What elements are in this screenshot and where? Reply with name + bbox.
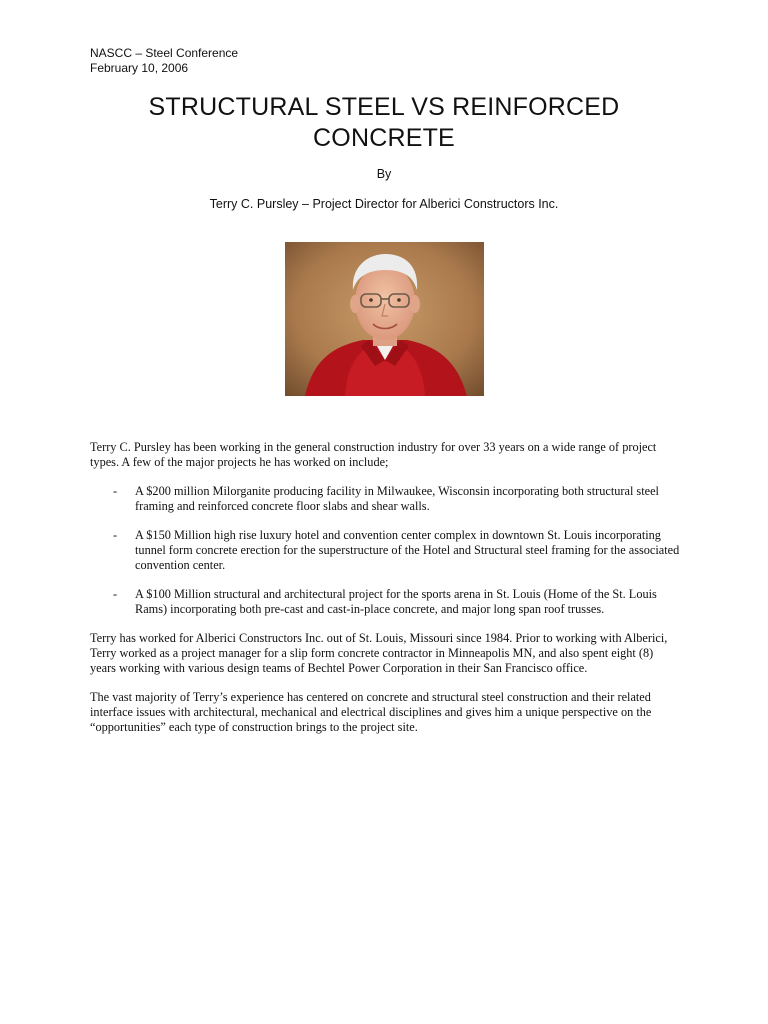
author-line: Terry C. Pursley – Project Director for Alberici Constructors Inc. [209, 197, 559, 211]
bullet-marker: - [113, 528, 118, 542]
list-item [90, 484, 680, 514]
conference-name: NASCC – Steel Conference [90, 46, 239, 60]
document-header [90, 46, 238, 76]
bio-paragraph-employment: Terry has worked for Alberici Constructors Inc. out of St. Louis, Missouri since 1984. Prior to working with Alberici, Terry worked as a project manager for a slip form concrete contractor in Minneapolis MN, and also spent eight (8) years working with various design teams of Bechtel Power Corporation in their San Francisco office. [90, 631, 668, 675]
bio-paragraph-experience: The vast majority of Terry’s experience has centered on concrete and structural steel construction and their related interface issues with architectural, mechanical and electrical disciplines and gives him a unique perspective on the “opportunities” each type of construction brings to the project site. [90, 690, 652, 734]
bullet-marker: - [113, 484, 118, 498]
bullet-marker: - [113, 587, 118, 601]
list-item [90, 587, 680, 617]
title-line-1: STRUCTURAL STEEL VS REINFORCED [148, 93, 620, 121]
author-portrait-icon [285, 242, 484, 396]
project-text: A $100 Million structural and architectural project for the sports arena in St. Louis (Home of the St. Louis Rams) incorporating both pre-cast and cast-in-place concrete, and major long span roof trusses. [135, 587, 657, 616]
project-list [90, 484, 680, 617]
page-title [0, 92, 768, 154]
byline: By [376, 167, 392, 181]
bio-intro: Terry C. Pursley has been working in the general construction industry for over 33 years on a wide range of project types. A few of the major projects he has worked on include; [90, 440, 657, 469]
title-line-2: CONCRETE [313, 124, 455, 152]
conference-date: February 10, 2006 [90, 61, 189, 75]
list-item [90, 528, 680, 573]
bio-section [90, 440, 680, 749]
author-portrait-photo [285, 242, 484, 396]
project-text: A $150 Million high rise luxury hotel and convention center complex in downtown St. Louis incorporating tunnel form concrete erection for the superstructure of the Hotel and Structural steel framing for the associated convention center. [135, 528, 680, 572]
project-text: A $200 million Milorganite producing facility in Milwaukee, Wisconsin incorporating both structural steel framing and reinforced concrete floor slabs and shear walls. [135, 484, 659, 513]
